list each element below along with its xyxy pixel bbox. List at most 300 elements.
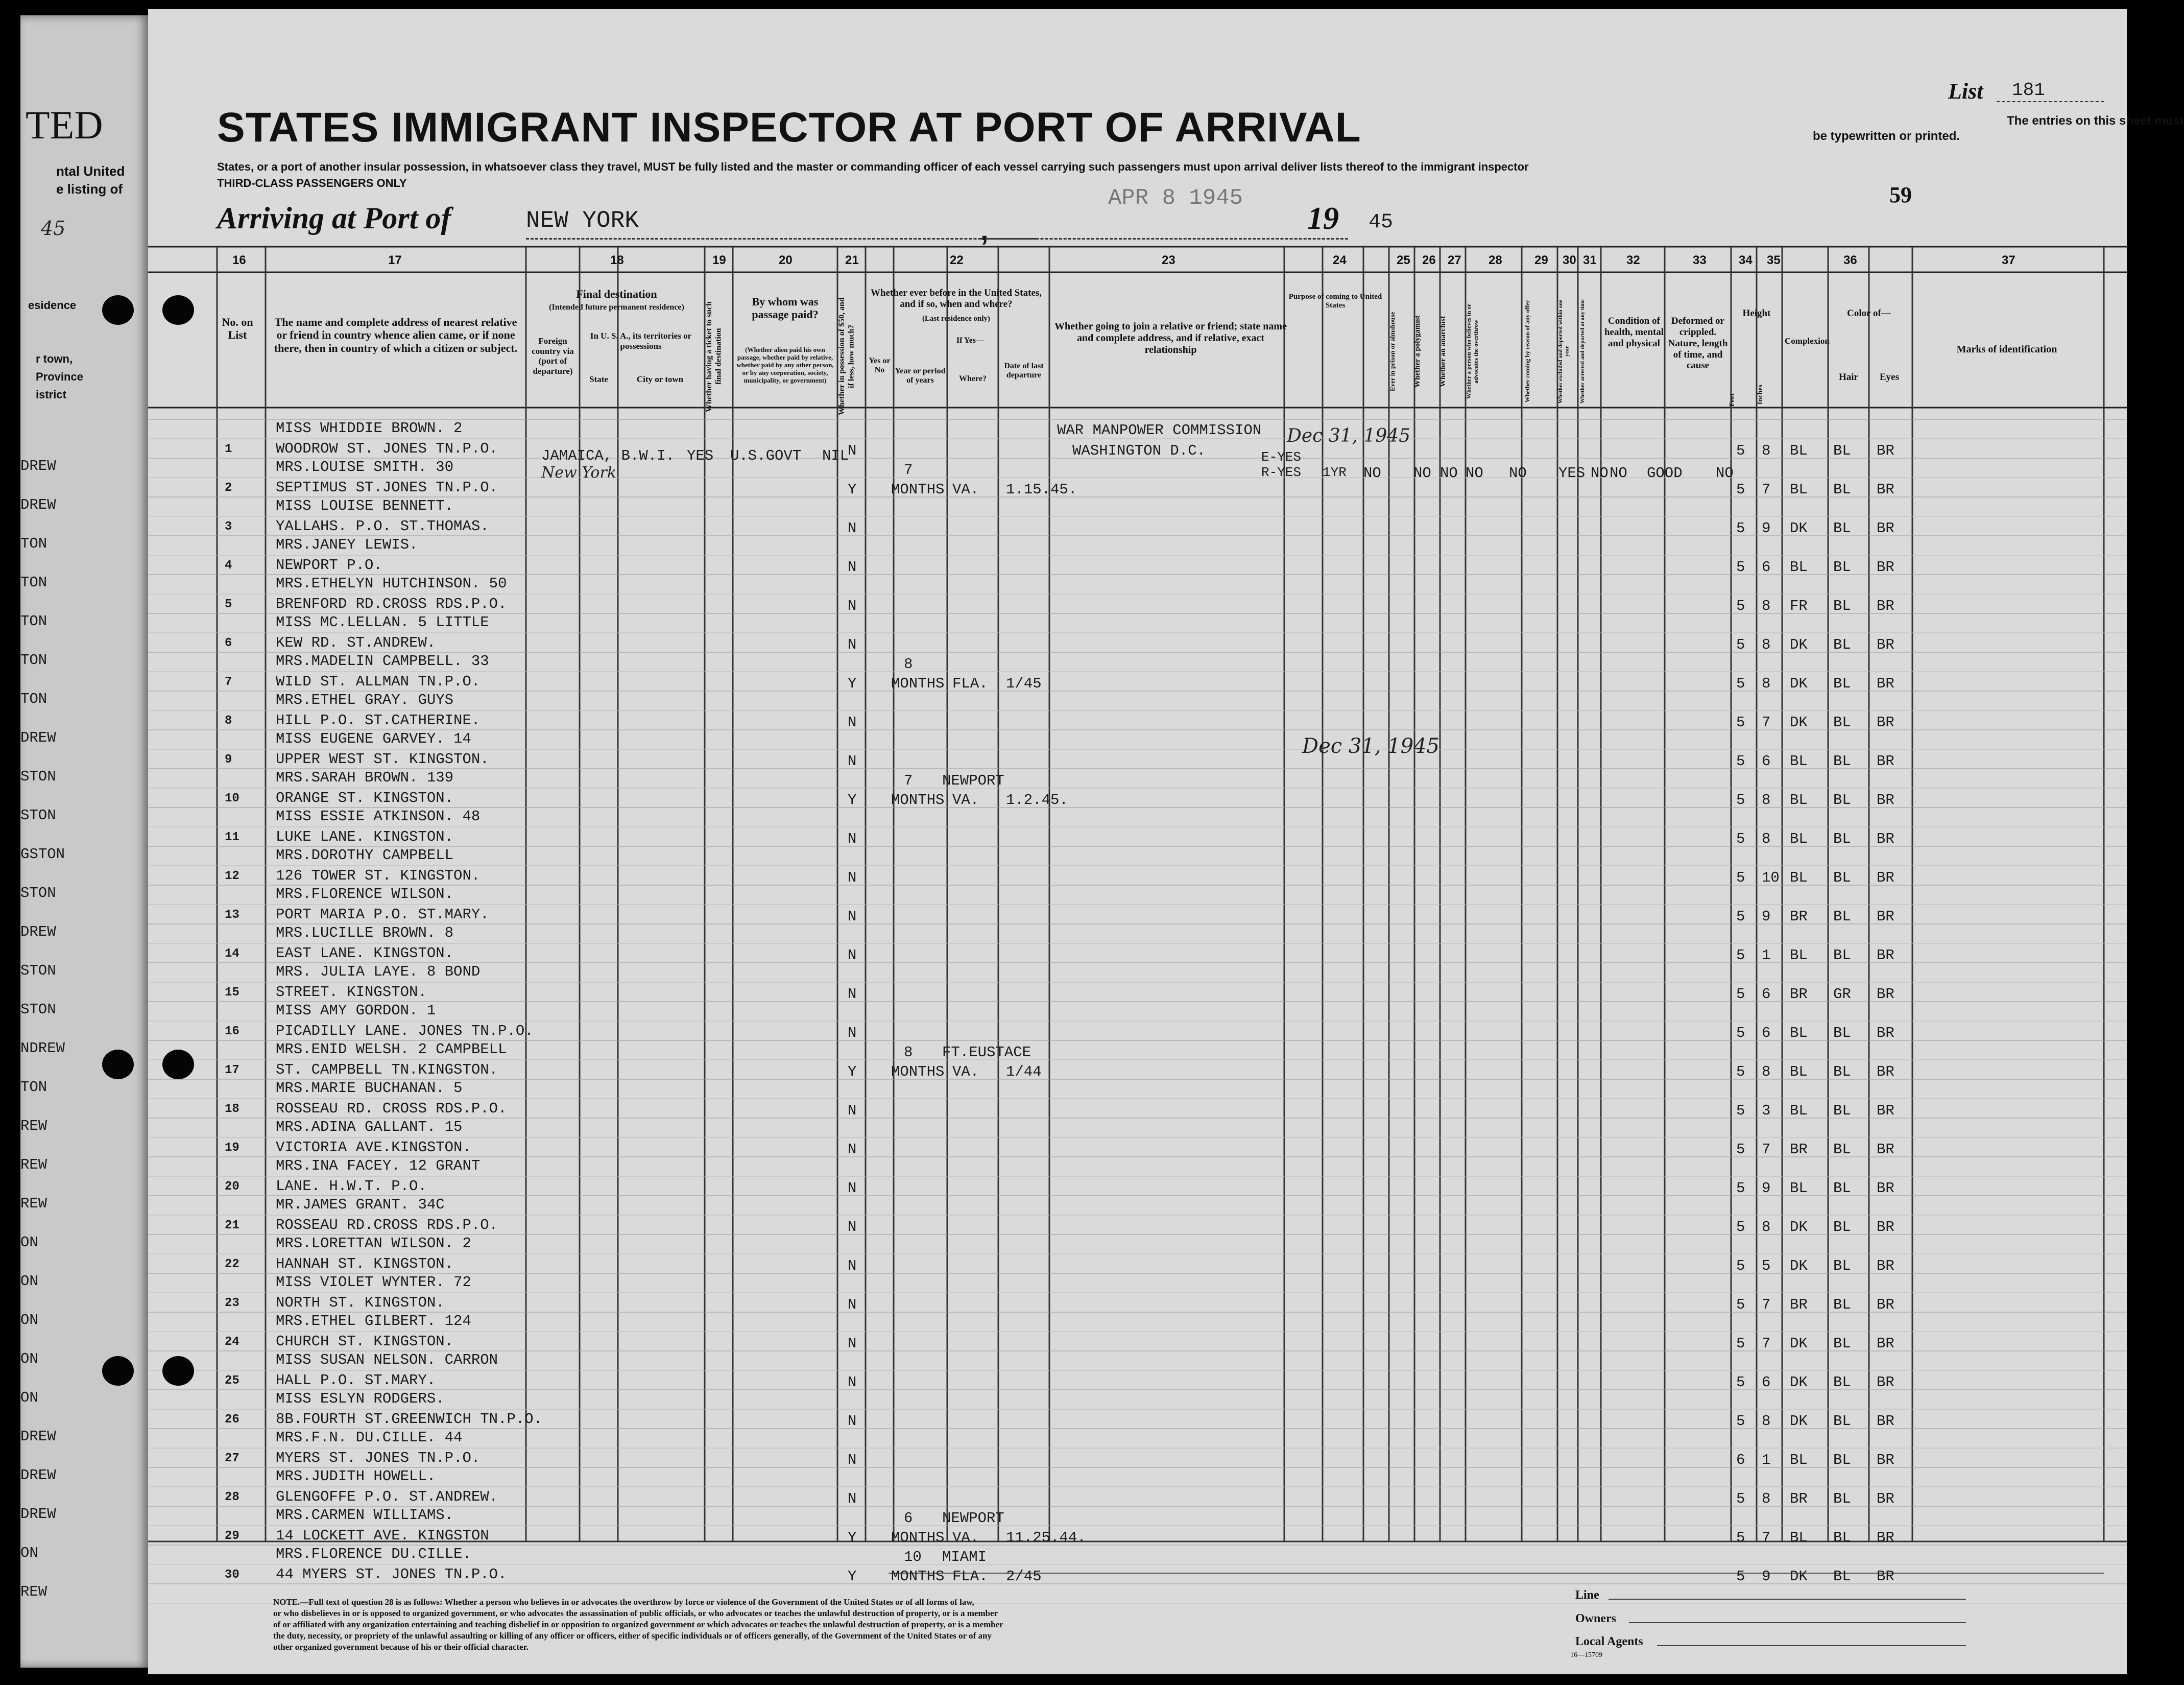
page-number: 59	[1889, 182, 1912, 207]
height-feet: 5	[1736, 1568, 1745, 1585]
where-city: NEWPORT	[942, 772, 1004, 789]
row-number: 10	[225, 792, 239, 805]
hair-color: BL	[1833, 1529, 1851, 1546]
complexion: BR	[1790, 986, 1808, 1003]
footer-note-line-3: of or affiliated with any organization entertaining and teaching disbelief in or opposition to organized government or which advocates or teaches the unlawful destruction of property, or is a member	[273, 1620, 1003, 1630]
eye-color: BR	[1877, 947, 1894, 964]
row-number: 25	[225, 1374, 239, 1388]
complexion: BR	[1790, 1141, 1808, 1158]
hair-color: BL	[1833, 1452, 1851, 1468]
column-number: 28	[1489, 253, 1502, 267]
height-feet: 5	[1736, 869, 1745, 886]
hair-color: BL	[1833, 598, 1851, 614]
manifest-sheet	[148, 9, 2184, 1674]
col-27-header: Whether an anarchist	[1439, 316, 1447, 387]
where-state: FLA.	[952, 675, 988, 692]
footer-line-label: Line	[1575, 1588, 1599, 1602]
been-in-us: N	[848, 1296, 857, 1313]
height-feet: 5	[1736, 675, 1745, 692]
height-inches: 8	[1762, 1219, 1771, 1236]
where-state: FLA.	[952, 1568, 988, 1585]
row-number: 6	[225, 636, 232, 650]
row1-join-line2: WASHINGTON D.C.	[1072, 442, 1206, 459]
col-21-header: Whether in possession of $50, and if less, how much?	[837, 297, 856, 416]
col-35-header: Complexion	[1785, 336, 1830, 346]
height-inches: 6	[1762, 559, 1771, 576]
height-feet: 5	[1736, 442, 1745, 459]
been-in-us: N	[848, 442, 857, 459]
complexion: DK	[1790, 1335, 1808, 1352]
eye-color: BR	[1877, 1025, 1894, 1041]
relative-name: MRS.MARIE BUCHANAN. 5	[276, 1080, 463, 1097]
row1-c25: NO	[1413, 465, 1431, 482]
row-number: 20	[225, 1180, 239, 1194]
period-years: 8	[904, 1044, 913, 1061]
relative-address: HALL P.O. ST.MARY.	[276, 1372, 436, 1389]
hair-color: BL	[1833, 675, 1851, 692]
period-months: MONTHS	[891, 1529, 945, 1546]
relative-name: MRS.SARAH BROWN. 139	[276, 769, 454, 786]
col-34-inches: Inches	[1757, 385, 1764, 405]
hair-color: BL	[1833, 1374, 1851, 1391]
relative-address: SEPTIMUS ST.JONES TN.P.O.	[276, 479, 498, 496]
row1-join-line1: WAR MANPOWER COMMISSION	[1057, 422, 1262, 439]
relative-name: MISS MC.LELLAN. 5 LITTLE	[276, 614, 489, 631]
left-line-2: e listing of	[56, 181, 123, 197]
row-number: 7	[225, 675, 232, 689]
complexion: DK	[1790, 1413, 1808, 1430]
relative-name: MRS.MADELIN CAMPBELL. 33	[276, 653, 489, 670]
eye-color: BR	[1877, 1063, 1894, 1080]
relative-name: MRS.JANEY LEWIS.	[276, 536, 418, 553]
complexion: BL	[1790, 1063, 1808, 1080]
list-underline	[1997, 101, 2104, 102]
row-number: 15	[225, 986, 239, 1000]
been-in-us: N	[848, 1141, 857, 1158]
footer-note	[273, 1597, 1003, 1653]
relative-address: PICADILLY LANE. JONES TN.P.O.	[276, 1023, 534, 1039]
entries-note-1: The entries on this sheet must	[2007, 114, 2184, 128]
height-inches: 6	[1762, 1025, 1771, 1041]
relative-address: BRENFORD RD.CROSS RDS.P.O.	[276, 596, 507, 612]
col-20-header: By whom was passage paid?	[752, 295, 819, 321]
height-inches: 1	[1762, 947, 1771, 964]
complexion: BL	[1790, 947, 1808, 964]
complexion: DK	[1790, 520, 1808, 537]
left-row-fragment: REW	[20, 1583, 47, 1600]
row1-money: NIL	[822, 447, 849, 464]
row1-ticket: YES	[687, 447, 714, 464]
punch-hole	[102, 1356, 134, 1386]
left-row-fragment: TON	[20, 691, 47, 707]
been-in-us: N	[848, 1374, 857, 1391]
left-col-header-3: Province	[36, 370, 83, 383]
hair-color: BL	[1833, 869, 1851, 886]
hair-color: BL	[1833, 1180, 1851, 1197]
relative-address: CHURCH ST. KINGSTON.	[276, 1333, 454, 1350]
column-number: 21	[845, 253, 859, 267]
eye-color: BR	[1877, 986, 1894, 1003]
relative-name: MISS SUSAN NELSON. CARRON	[276, 1351, 498, 1368]
been-in-us: N	[848, 1413, 857, 1430]
col-22-date: Date of last departure	[1004, 362, 1044, 380]
row-number: 29	[225, 1529, 239, 1543]
relative-address: UPPER WEST ST. KINGSTON.	[276, 751, 489, 768]
relative-name: MISS EUGENE GARVEY. 14	[276, 730, 471, 747]
departure-date: 1.2.45.	[1006, 792, 1068, 809]
list-number: 181	[2012, 80, 2045, 101]
period-months: MONTHS	[891, 1063, 945, 1080]
relative-address: ROSSEAU RD.CROSS RDS.P.O.	[276, 1217, 498, 1233]
left-row-fragment: STON	[20, 1001, 56, 1018]
eye-color: BR	[1877, 1180, 1894, 1197]
row-number: 9	[225, 753, 232, 767]
relative-address: STREET. KINGSTON.	[276, 984, 427, 1001]
height-feet: 5	[1736, 1413, 1745, 1430]
been-in-us: N	[848, 636, 857, 653]
where-state: VA.	[952, 792, 979, 809]
hair-color: BL	[1833, 753, 1851, 770]
relative-name: MRS.ETHEL GILBERT. 124	[276, 1313, 471, 1330]
complexion: BL	[1790, 1025, 1808, 1041]
height-inches: 8	[1762, 598, 1771, 614]
been-in-us: N	[848, 1102, 857, 1119]
height-inches: 7	[1762, 1335, 1771, 1352]
left-row-fragment: ON	[20, 1273, 38, 1290]
been-in-us: Y	[848, 675, 857, 692]
hair-color: BL	[1833, 1025, 1851, 1041]
row-number: 18	[225, 1102, 239, 1116]
complexion: BL	[1790, 1102, 1808, 1119]
height-feet: 5	[1736, 481, 1745, 498]
height-feet: 5	[1736, 714, 1745, 731]
relative-address: WILD ST. ALLMAN TN.P.O.	[276, 673, 481, 690]
left-row-fragment: TON	[20, 613, 47, 630]
eye-color: BR	[1877, 1335, 1894, 1352]
column-number: 32	[1626, 253, 1640, 267]
row-number: 8	[225, 714, 232, 728]
left-row-fragment: ON	[20, 1545, 38, 1561]
height-inches: 6	[1762, 1374, 1771, 1391]
where-state: VA.	[952, 1529, 979, 1546]
punch-hole	[162, 1050, 194, 1079]
left-row-fragment: DREW	[20, 1428, 56, 1445]
eye-color: BR	[1877, 1413, 1894, 1430]
footer-note-line-5: other organized government because of his or their official character.	[273, 1642, 529, 1652]
height-feet: 5	[1736, 1180, 1745, 1197]
period-years: 6	[904, 1510, 913, 1527]
complexion: DK	[1790, 714, 1808, 731]
eye-color: BR	[1877, 792, 1894, 809]
eye-color: BR	[1877, 1568, 1894, 1585]
left-col-header-4: istrict	[36, 388, 66, 401]
hair-color: BL	[1833, 714, 1851, 731]
height-feet: 5	[1736, 1102, 1745, 1119]
departure-date: 11.25.44.	[1006, 1529, 1086, 1546]
hair-color: BL	[1833, 947, 1851, 964]
departure-date: 1.15.45.	[1006, 481, 1077, 498]
relative-address: ST. CAMPBELL TN.KINGSTON.	[276, 1061, 498, 1078]
hair-color: BL	[1833, 481, 1851, 498]
period-months: MONTHS	[891, 1568, 945, 1585]
where-state: VA.	[952, 1063, 979, 1080]
column-number: 30	[1563, 253, 1576, 267]
col-18-header: Final destination	[576, 288, 657, 300]
left-row-fragment: STON	[20, 768, 56, 785]
row-number: 24	[225, 1335, 239, 1349]
been-in-us: N	[848, 1335, 857, 1352]
hair-color: BL	[1833, 830, 1851, 847]
been-in-us: N	[848, 714, 857, 731]
left-row-fragment: TON	[20, 1079, 47, 1096]
col-22-yesno: Yes or No	[869, 357, 891, 375]
complexion: BL	[1790, 792, 1808, 809]
period-years: 10	[904, 1549, 922, 1565]
complexion: DK	[1790, 1568, 1808, 1585]
complexion: FR	[1790, 598, 1808, 614]
height-inches: 10	[1762, 869, 1780, 886]
col-17-header: The name and complete address of nearest relative or friend in country whence alien came, or if none there, then in country of which a citizen or subject.	[274, 316, 518, 354]
eye-color: BR	[1877, 442, 1894, 459]
height-feet: 5	[1736, 1374, 1745, 1391]
relative-address: 8B.FOURTH ST.GREENWICH TN.P.O.	[276, 1411, 543, 1428]
eye-color: BR	[1877, 559, 1894, 576]
relative-name: MRS.INA FACEY. 12 GRANT	[276, 1157, 481, 1174]
height-inches: 8	[1762, 636, 1771, 653]
row1-c24b: NO	[1363, 465, 1381, 482]
col-29-header: Whether coming by reason of any offer	[1524, 300, 1531, 403]
footer-form-code: 16—15709	[1570, 1651, 1602, 1659]
column-number: 22	[950, 253, 964, 267]
eye-color: BR	[1877, 869, 1894, 886]
column-number: 17	[388, 253, 402, 267]
relative-address: WOODROW ST. JONES TN.P.O.	[276, 440, 498, 457]
relative-name: MRS.LORETTAN WILSON. 2	[276, 1235, 471, 1252]
column-number: 20	[779, 253, 793, 267]
hair-color: BL	[1833, 1219, 1851, 1236]
row1-paid-by: U.S.GOVT	[730, 447, 802, 464]
relative-address: NORTH ST. KINGSTON.	[276, 1294, 445, 1311]
year-suffix: 45	[1369, 211, 1394, 234]
col-22-ifyes: If Yes—	[956, 336, 985, 345]
eye-color: BR	[1877, 830, 1894, 847]
col-33-header: Deformed or crippled. Nature, length of time, and cause	[1668, 316, 1728, 371]
hair-color: BL	[1833, 559, 1851, 576]
departure-date: 1/45	[1006, 675, 1042, 692]
period-months: MONTHS	[891, 792, 945, 809]
where-state: VA.	[952, 481, 979, 498]
row-number: 19	[225, 1141, 239, 1155]
departure-date: 1/44	[1006, 1063, 1042, 1080]
height-inches: 7	[1762, 1529, 1771, 1546]
column-number: 36	[1843, 253, 1857, 267]
row-number: 21	[225, 1219, 239, 1232]
eye-color: BR	[1877, 1141, 1894, 1158]
column-number: 29	[1534, 253, 1548, 267]
row-number: 16	[225, 1025, 239, 1038]
row-number: 22	[225, 1257, 239, 1271]
complexion: DK	[1790, 1219, 1808, 1236]
relative-name: MRS.JUDITH HOWELL.	[276, 1468, 436, 1485]
left-row-fragment: GSTON	[20, 846, 65, 863]
hair-color: BL	[1833, 1490, 1851, 1507]
column-number: 27	[1448, 253, 1461, 267]
height-feet: 5	[1736, 520, 1745, 537]
hair-color: GR	[1833, 986, 1851, 1003]
complexion: DK	[1790, 636, 1808, 653]
where-city: NEWPORT	[942, 1510, 1004, 1527]
footer-agents-label: Local Agents	[1575, 1635, 1643, 1648]
column-number: 31	[1583, 253, 1597, 267]
height-feet: 5	[1736, 1219, 1745, 1236]
column-number: 18	[610, 253, 624, 267]
arriving-label: Arriving at Port of	[217, 201, 451, 235]
row1-c28: NO	[1509, 465, 1527, 482]
height-feet: 5	[1736, 1063, 1745, 1080]
col-22-note: (Last residence only)	[922, 315, 991, 323]
hair-color: BL	[1833, 1063, 1851, 1080]
been-in-us: Y	[848, 1568, 857, 1585]
relative-address: VICTORIA AVE.KINGSTON.	[276, 1139, 471, 1156]
col-34-header: Height	[1742, 308, 1771, 319]
column-number: 25	[1397, 253, 1410, 267]
complexion: BL	[1790, 830, 1808, 847]
row1-c31: NO	[1610, 465, 1627, 482]
period-months: MONTHS	[891, 675, 945, 692]
height-inches: 7	[1762, 1296, 1771, 1313]
been-in-us: N	[848, 1180, 857, 1197]
eye-color: BR	[1877, 1374, 1894, 1391]
relative-name: MISS LOUISE BENNETT.	[276, 497, 454, 514]
complexion: BL	[1790, 481, 1808, 498]
eye-color: BR	[1877, 714, 1894, 731]
year-prefix: 19	[1307, 201, 1339, 236]
height-feet: 5	[1736, 1141, 1745, 1158]
row-number: 1	[225, 442, 232, 456]
port-underline	[526, 238, 1037, 240]
col-18-usa: In U. S. A., its territories or possessions	[590, 331, 692, 351]
col-18-city: City or town	[636, 374, 684, 384]
height-inches: 6	[1762, 986, 1771, 1003]
been-in-us: N	[848, 559, 857, 576]
left-row-fragment: TON	[20, 535, 47, 552]
column-number: 16	[232, 253, 246, 267]
row-number: 23	[225, 1296, 239, 1310]
been-in-us: N	[848, 598, 857, 614]
row-number: 5	[225, 598, 232, 611]
footer-note-line-1: NOTE.—Full text of question 28 is as follows: Whether a person who believes in or advocates the overthrow by force or violence of the Government of the United States or of all forms of law,	[273, 1597, 974, 1607]
row1-purpose-2: R-YES	[1261, 465, 1302, 480]
left-title-fragment: TED	[26, 103, 103, 147]
relative-name: MRS.LOUISE SMITH. 30	[276, 459, 454, 476]
eye-color: BR	[1877, 1296, 1894, 1313]
been-in-us: N	[848, 520, 857, 537]
relative-name: MRS.CARMEN WILLIAMS.	[276, 1507, 454, 1524]
been-in-us: N	[848, 753, 857, 770]
height-feet: 5	[1736, 559, 1745, 576]
relative-address: YALLAHS. P.O. ST.THOMAS.	[276, 518, 489, 535]
relative-name: MRS.ETHELYN HUTCHINSON. 50	[276, 575, 507, 592]
eye-color: BR	[1877, 1452, 1894, 1468]
relative-address: ROSSEAU RD. CROSS RDS.P.O.	[276, 1100, 507, 1117]
eye-color: BR	[1877, 908, 1894, 925]
row-number: 11	[225, 830, 239, 844]
left-row-fragment: ON	[20, 1350, 38, 1367]
height-feet: 5	[1736, 1335, 1745, 1352]
relative-name: MISS WHIDDIE BROWN. 2	[276, 420, 463, 437]
relative-name: MRS.F.N. DU.CILLE. 44	[276, 1429, 463, 1446]
been-in-us: N	[848, 830, 857, 847]
col-22-header: Whether ever before in the United States, and if so, when and where?	[870, 288, 1042, 310]
height-inches: 8	[1762, 830, 1771, 847]
hair-color: BL	[1833, 520, 1851, 537]
col-28-header: Whether a person who believes in or advocates the overthrow	[1465, 303, 1479, 399]
height-feet: 5	[1736, 986, 1745, 1003]
relative-address: HANNAH ST. KINGSTON.	[276, 1255, 454, 1272]
hair-color: BL	[1833, 442, 1851, 459]
height-feet: 5	[1736, 908, 1745, 925]
relative-name: MRS.DOROTHY CAMPBELL	[276, 847, 454, 864]
col-19-header: Whether having a ticket to such final destination	[705, 301, 723, 412]
row1-handwritten-date: Dec 31, 1945	[1287, 425, 1411, 446]
col-26-header: Whether a polygamist	[1413, 315, 1422, 388]
page-title: STATES IMMIGRANT INSPECTOR AT PORT OF ARRIVAL	[217, 104, 1361, 151]
col-24-header: Purpose of coming to United States	[1288, 293, 1382, 310]
hair-color: BL	[1833, 792, 1851, 809]
height-inches: 9	[1762, 1180, 1771, 1197]
height-inches: 8	[1762, 675, 1771, 692]
been-in-us: N	[848, 986, 857, 1003]
eye-color: BR	[1877, 675, 1894, 692]
row1-c27: NO	[1466, 465, 1483, 482]
eye-color: BR	[1877, 1257, 1894, 1274]
row-number: 14	[225, 947, 239, 961]
relative-address: ORANGE ST. KINGSTON.	[276, 790, 454, 806]
col-36-eyes: Eyes	[1880, 372, 1899, 383]
left-row-fragment: REW	[20, 1195, 47, 1212]
height-feet: 5	[1736, 598, 1745, 614]
left-row-fragment: REW	[20, 1118, 47, 1134]
col-16-header: No. on List	[222, 316, 253, 342]
column-number: 23	[1162, 253, 1175, 267]
height-inches: 8	[1762, 792, 1771, 809]
been-in-us: N	[848, 947, 857, 964]
left-row-fragment: DREW	[20, 729, 56, 746]
height-feet: 5	[1736, 830, 1745, 847]
been-in-us: Y	[848, 481, 857, 498]
height-feet: 5	[1736, 1025, 1745, 1041]
where-city: FT.EUSTACE	[942, 1044, 1031, 1061]
punch-hole	[102, 1050, 134, 1079]
height-feet: 5	[1736, 1257, 1745, 1274]
height-feet: 5	[1736, 1296, 1745, 1313]
row1-deformed: NO	[1716, 465, 1734, 482]
height-feet: 5	[1736, 792, 1745, 809]
relative-address: LUKE LANE. KINGSTON.	[276, 828, 454, 845]
height-feet: 5	[1736, 753, 1745, 770]
column-number: 33	[1693, 253, 1707, 267]
been-in-us: N	[848, 1257, 857, 1274]
list-label: List	[1948, 79, 1983, 104]
relative-name: MRS. JULIA LAYE. 8 BOND	[276, 963, 481, 980]
entries-note-2: be typewritten or printed.	[1813, 129, 1960, 143]
col-20-note: (Whether alien paid his own passage, whether paid by relative, whether paid by any other person, or by any corporation, society, municipality, or government)	[736, 346, 834, 384]
complexion: BL	[1790, 1180, 1808, 1197]
been-in-us: N	[848, 869, 857, 886]
row-number: 13	[225, 908, 239, 922]
been-in-us: N	[848, 1490, 857, 1507]
left-row-fragment: STON	[20, 962, 56, 979]
